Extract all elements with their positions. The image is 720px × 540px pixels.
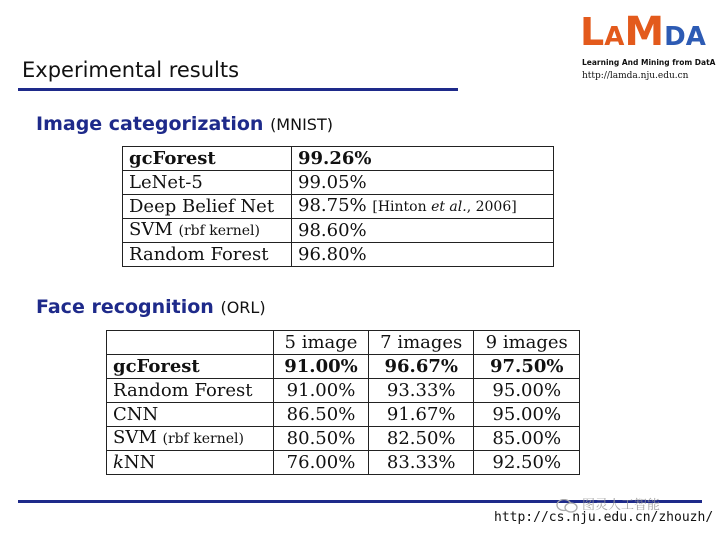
table-row [123, 147, 554, 171]
table-row [123, 195, 554, 219]
citation-open: [Hinton [372, 199, 432, 215]
value-cell: 91.00% [274, 379, 369, 403]
table-row [107, 451, 580, 475]
value-cell: 85.00% [474, 427, 580, 451]
table-row [107, 427, 580, 451]
value-cell: 95.00% [474, 403, 580, 427]
header-cell: 7 images [368, 331, 474, 355]
citation-close: , 2006] [466, 199, 517, 215]
slide-title: Experimental results [22, 58, 240, 82]
method-name-italic: k [113, 451, 124, 473]
logo-url: http://lamda.nju.edu.cn [582, 71, 689, 81]
accuracy-cell: 96.80% [292, 243, 554, 267]
value-cell: 93.33% [368, 379, 474, 403]
logo-letter: A [604, 22, 625, 52]
method-cell: LeNet-5 [123, 171, 292, 195]
method-cell: Deep Belief Net [123, 195, 292, 219]
value-cell: 76.00% [274, 451, 369, 475]
accuracy-cell [292, 195, 554, 219]
table-row [107, 379, 580, 403]
method-name: NN [123, 451, 156, 473]
table-row [123, 171, 554, 195]
value-cell: 92.50% [474, 451, 580, 475]
logo-letter: L [580, 10, 605, 54]
method-cell: CNN [107, 403, 274, 427]
value-cell: 86.50% [274, 403, 369, 427]
watermark-text: 图灵人工智能 [582, 498, 661, 513]
section-dataset-label: (MNIST) [270, 115, 333, 134]
value-cell: 83.33% [368, 451, 474, 475]
logo-letter: M [624, 9, 665, 55]
value-cell: 80.50% [274, 427, 369, 451]
method-cell [107, 451, 274, 475]
table-row [123, 219, 554, 243]
header-cell: 5 image [274, 331, 369, 355]
method-cell: Random Forest [123, 243, 292, 267]
table-row [107, 403, 580, 427]
method-name: SVM [129, 219, 173, 240]
method-note: (rbf kernel) [162, 431, 244, 447]
header-cell [107, 331, 274, 355]
table-row [107, 355, 580, 379]
value-cell: 91.67% [368, 403, 474, 427]
logo-letter: A [685, 22, 706, 52]
accuracy-value: 98.75% [298, 195, 367, 216]
method-cell: gcForest [123, 147, 292, 171]
citation-etal: et al. [431, 199, 467, 215]
logo-wordmark [580, 9, 706, 55]
accuracy-cell: 99.26% [292, 147, 554, 171]
value-cell: 96.67% [368, 355, 474, 379]
section-heading-face-recognition [36, 296, 266, 318]
method-cell: Random Forest [107, 379, 274, 403]
value-cell: 91.00% [274, 355, 369, 379]
accuracy-cell: 99.05% [292, 171, 554, 195]
method-cell [123, 219, 292, 243]
accuracy-cell: 98.60% [292, 219, 554, 243]
value-cell: 97.50% [474, 355, 580, 379]
title-underline [18, 88, 458, 91]
footer-url[interactable]: http://cs.nju.edu.cn/zhouzh/ [494, 510, 714, 525]
method-cell: gcForest [107, 355, 274, 379]
method-note: (rbf kernel) [178, 223, 260, 239]
logo-tagline: Learning And Mining from DatA [582, 58, 716, 67]
section-heading-image-categorization [36, 113, 333, 135]
header-cell: 9 images [474, 331, 580, 355]
section-dataset-label: (ORL) [220, 298, 266, 317]
orl-results-table [106, 330, 580, 475]
method-cell [107, 427, 274, 451]
mnist-results-table [122, 146, 554, 267]
lamda-logo [580, 9, 716, 82]
value-cell: 95.00% [474, 379, 580, 403]
logo-letter: D [664, 22, 686, 52]
method-name: SVM [113, 427, 157, 448]
value-cell: 82.50% [368, 427, 474, 451]
table-header-row [107, 331, 580, 355]
section-heading-text: Face recognition [36, 296, 214, 318]
section-heading-text: Image categorization [36, 113, 264, 135]
table-row [123, 243, 554, 267]
